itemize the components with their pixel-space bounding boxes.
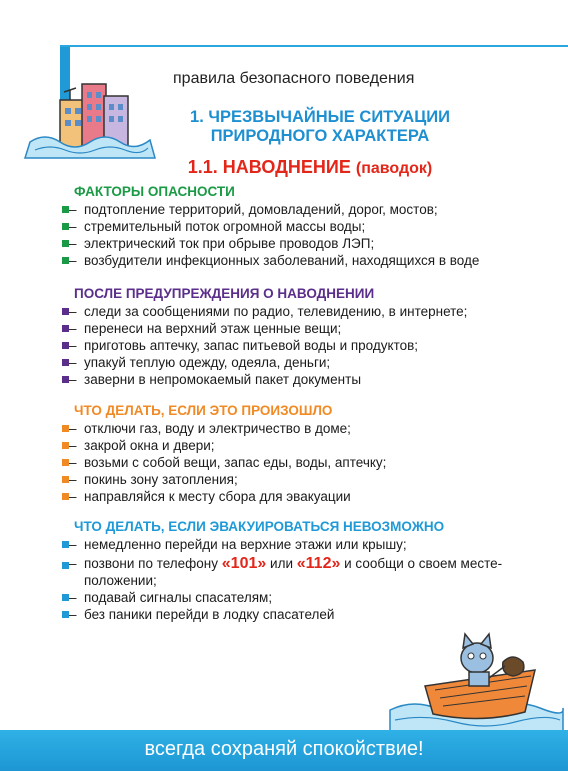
- list-item: [62, 471, 562, 488]
- square-bullet-icon: [62, 359, 69, 366]
- square-bullet-icon: [62, 425, 69, 432]
- list-item-text: немедленно перейди на верхние этажи или крышу;: [84, 537, 407, 552]
- square-bullet-icon: [62, 308, 69, 315]
- square-bullet-icon: [62, 223, 69, 230]
- list-item: [62, 454, 562, 471]
- list-item-text: следи за сообщениями по радио, телевидению, в интернете;: [84, 304, 468, 319]
- list-item-phone: [62, 555, 562, 589]
- bullet-list: [62, 201, 562, 269]
- square-bullet-icon: [62, 342, 69, 349]
- square-bullet-icon: [62, 240, 69, 247]
- list-item: [62, 536, 562, 553]
- dash-icon: –: [69, 421, 77, 436]
- list-item-text: упакуй теплую одежду, одеяла, деньги;: [84, 355, 331, 370]
- subtitle-main: 1.1. НАВОДНЕНИЕ: [187, 157, 351, 177]
- flooded-buildings-icon: [20, 70, 160, 160]
- list-item: [62, 606, 562, 623]
- dash-icon: –: [69, 202, 77, 217]
- section-cannot-evacuate: [62, 519, 562, 623]
- list-item: [62, 354, 562, 371]
- square-bullet-icon: [62, 325, 69, 332]
- page-title-line-2: ПРИРОДНОГО ХАРАКТЕРА: [210, 127, 430, 145]
- list-item-text: заверни в непромокаемый пакет документы: [84, 372, 362, 387]
- list-item-text: перенеси на верхний этаж ценные вещи;: [84, 321, 342, 336]
- dash-icon: –: [69, 607, 77, 622]
- section-danger-factors: [62, 184, 562, 269]
- dash-icon: –: [69, 304, 77, 319]
- page-subtitle: [165, 157, 455, 178]
- square-bullet-icon: [62, 257, 69, 264]
- phone-rest-text: и сообщи о своем месте-: [344, 556, 503, 571]
- list-item: [62, 235, 562, 252]
- dash-icon: –: [69, 338, 77, 353]
- page-title-line-1: 1. ЧРЕЗВЫЧАЙНЫЕ СИТУАЦИИ: [190, 108, 450, 126]
- list-item-text: направляйся к месту сбора для эвакуации: [84, 489, 351, 504]
- footer-slogan: всегда сохраняй спокойствие!: [144, 738, 424, 760]
- list-item: [62, 337, 562, 354]
- square-bullet-icon: [62, 376, 69, 383]
- list-item-text: подтопление территорий, домовладений, дорог, мостов;: [84, 202, 438, 217]
- square-bullet-icon: [62, 476, 69, 483]
- square-bullet-icon: [62, 541, 69, 548]
- square-bullet-icon: [62, 459, 69, 466]
- square-bullet-icon: [62, 594, 69, 601]
- dash-icon: –: [69, 455, 77, 470]
- list-item: [62, 201, 562, 218]
- bullet-list: [62, 536, 562, 623]
- dash-icon: –: [69, 236, 77, 251]
- list-item-text: подавай сигналы спасателям;: [84, 590, 273, 605]
- list-item-text: закрой окна и двери;: [84, 438, 215, 453]
- list-item-text: возбудители инфекционных заболеваний, находящихся в воде: [84, 253, 480, 268]
- section-heading: ПОСЛЕ ПРЕДУПРЕЖДЕНИЯ О НАВОДНЕНИИ: [74, 286, 375, 301]
- square-bullet-icon: [62, 611, 69, 618]
- list-item: [62, 488, 562, 505]
- subtitle-paren: (паводок): [355, 160, 433, 177]
- dash-icon: –: [69, 489, 77, 504]
- phone-or-text: или: [270, 556, 293, 571]
- header-divider: [60, 45, 568, 47]
- list-item-text: возьми с собой вещи, запас еды, воды, аптечку;: [84, 455, 387, 470]
- page-title: [150, 108, 490, 146]
- phone-number-112: «112»: [296, 555, 341, 572]
- dash-icon: –: [69, 321, 77, 336]
- dash-icon: –: [69, 556, 77, 571]
- list-item-text: без паники перейди в лодку спасателей: [84, 607, 335, 622]
- list-item: [62, 320, 562, 337]
- list-item-text: покинь зону затопления;: [84, 472, 238, 487]
- square-bullet-icon: [62, 442, 69, 449]
- square-bullet-icon: [62, 493, 69, 500]
- dash-icon: –: [69, 372, 77, 387]
- list-item-text: приготовь аптечку, запас питьевой воды и продуктов;: [84, 338, 419, 353]
- list-item-text: стремительный поток огромной массы воды;: [84, 219, 366, 234]
- list-item: [62, 437, 562, 454]
- dash-icon: –: [69, 438, 77, 453]
- phone-number-101: «101»: [221, 555, 267, 572]
- section-if-happened: [62, 403, 562, 505]
- list-item: [62, 252, 562, 269]
- square-bullet-icon: [62, 206, 69, 213]
- section-heading: ФАКТОРЫ ОПАСНОСТИ: [74, 184, 235, 199]
- list-item-text: отключи газ, воду и электричество в доме;: [84, 421, 351, 436]
- list-item: [62, 420, 562, 437]
- section-heading: ЧТО ДЕЛАТЬ, ЕСЛИ ЭВАКУИРОВАТЬСЯ НЕВОЗМОЖНО: [74, 519, 445, 534]
- dash-icon: –: [69, 537, 77, 552]
- list-item-text: позвони по телефону: [84, 556, 218, 571]
- dash-icon: –: [69, 355, 77, 370]
- dash-icon: –: [69, 590, 77, 605]
- list-item: [62, 303, 562, 320]
- dash-icon: –: [69, 472, 77, 487]
- list-item: [62, 371, 562, 388]
- cat-in-boat-icon: [385, 628, 565, 732]
- list-item-text: электрический ток при обрыве проводов ЛЭП;: [84, 236, 375, 251]
- phone-line-2: положении;: [84, 573, 157, 588]
- bullet-list: [62, 420, 562, 505]
- section-after-warning: [62, 286, 562, 388]
- list-item: [62, 218, 562, 235]
- dash-icon: –: [69, 253, 77, 268]
- section-heading: ЧТО ДЕЛАТЬ, ЕСЛИ ЭТО ПРОИЗОШЛО: [74, 403, 333, 418]
- bullet-list: [62, 303, 562, 388]
- dash-icon: –: [69, 219, 77, 234]
- square-bullet-icon: [62, 562, 69, 569]
- list-item: [62, 589, 562, 606]
- header-caption: правила безопасного поведения: [173, 70, 415, 87]
